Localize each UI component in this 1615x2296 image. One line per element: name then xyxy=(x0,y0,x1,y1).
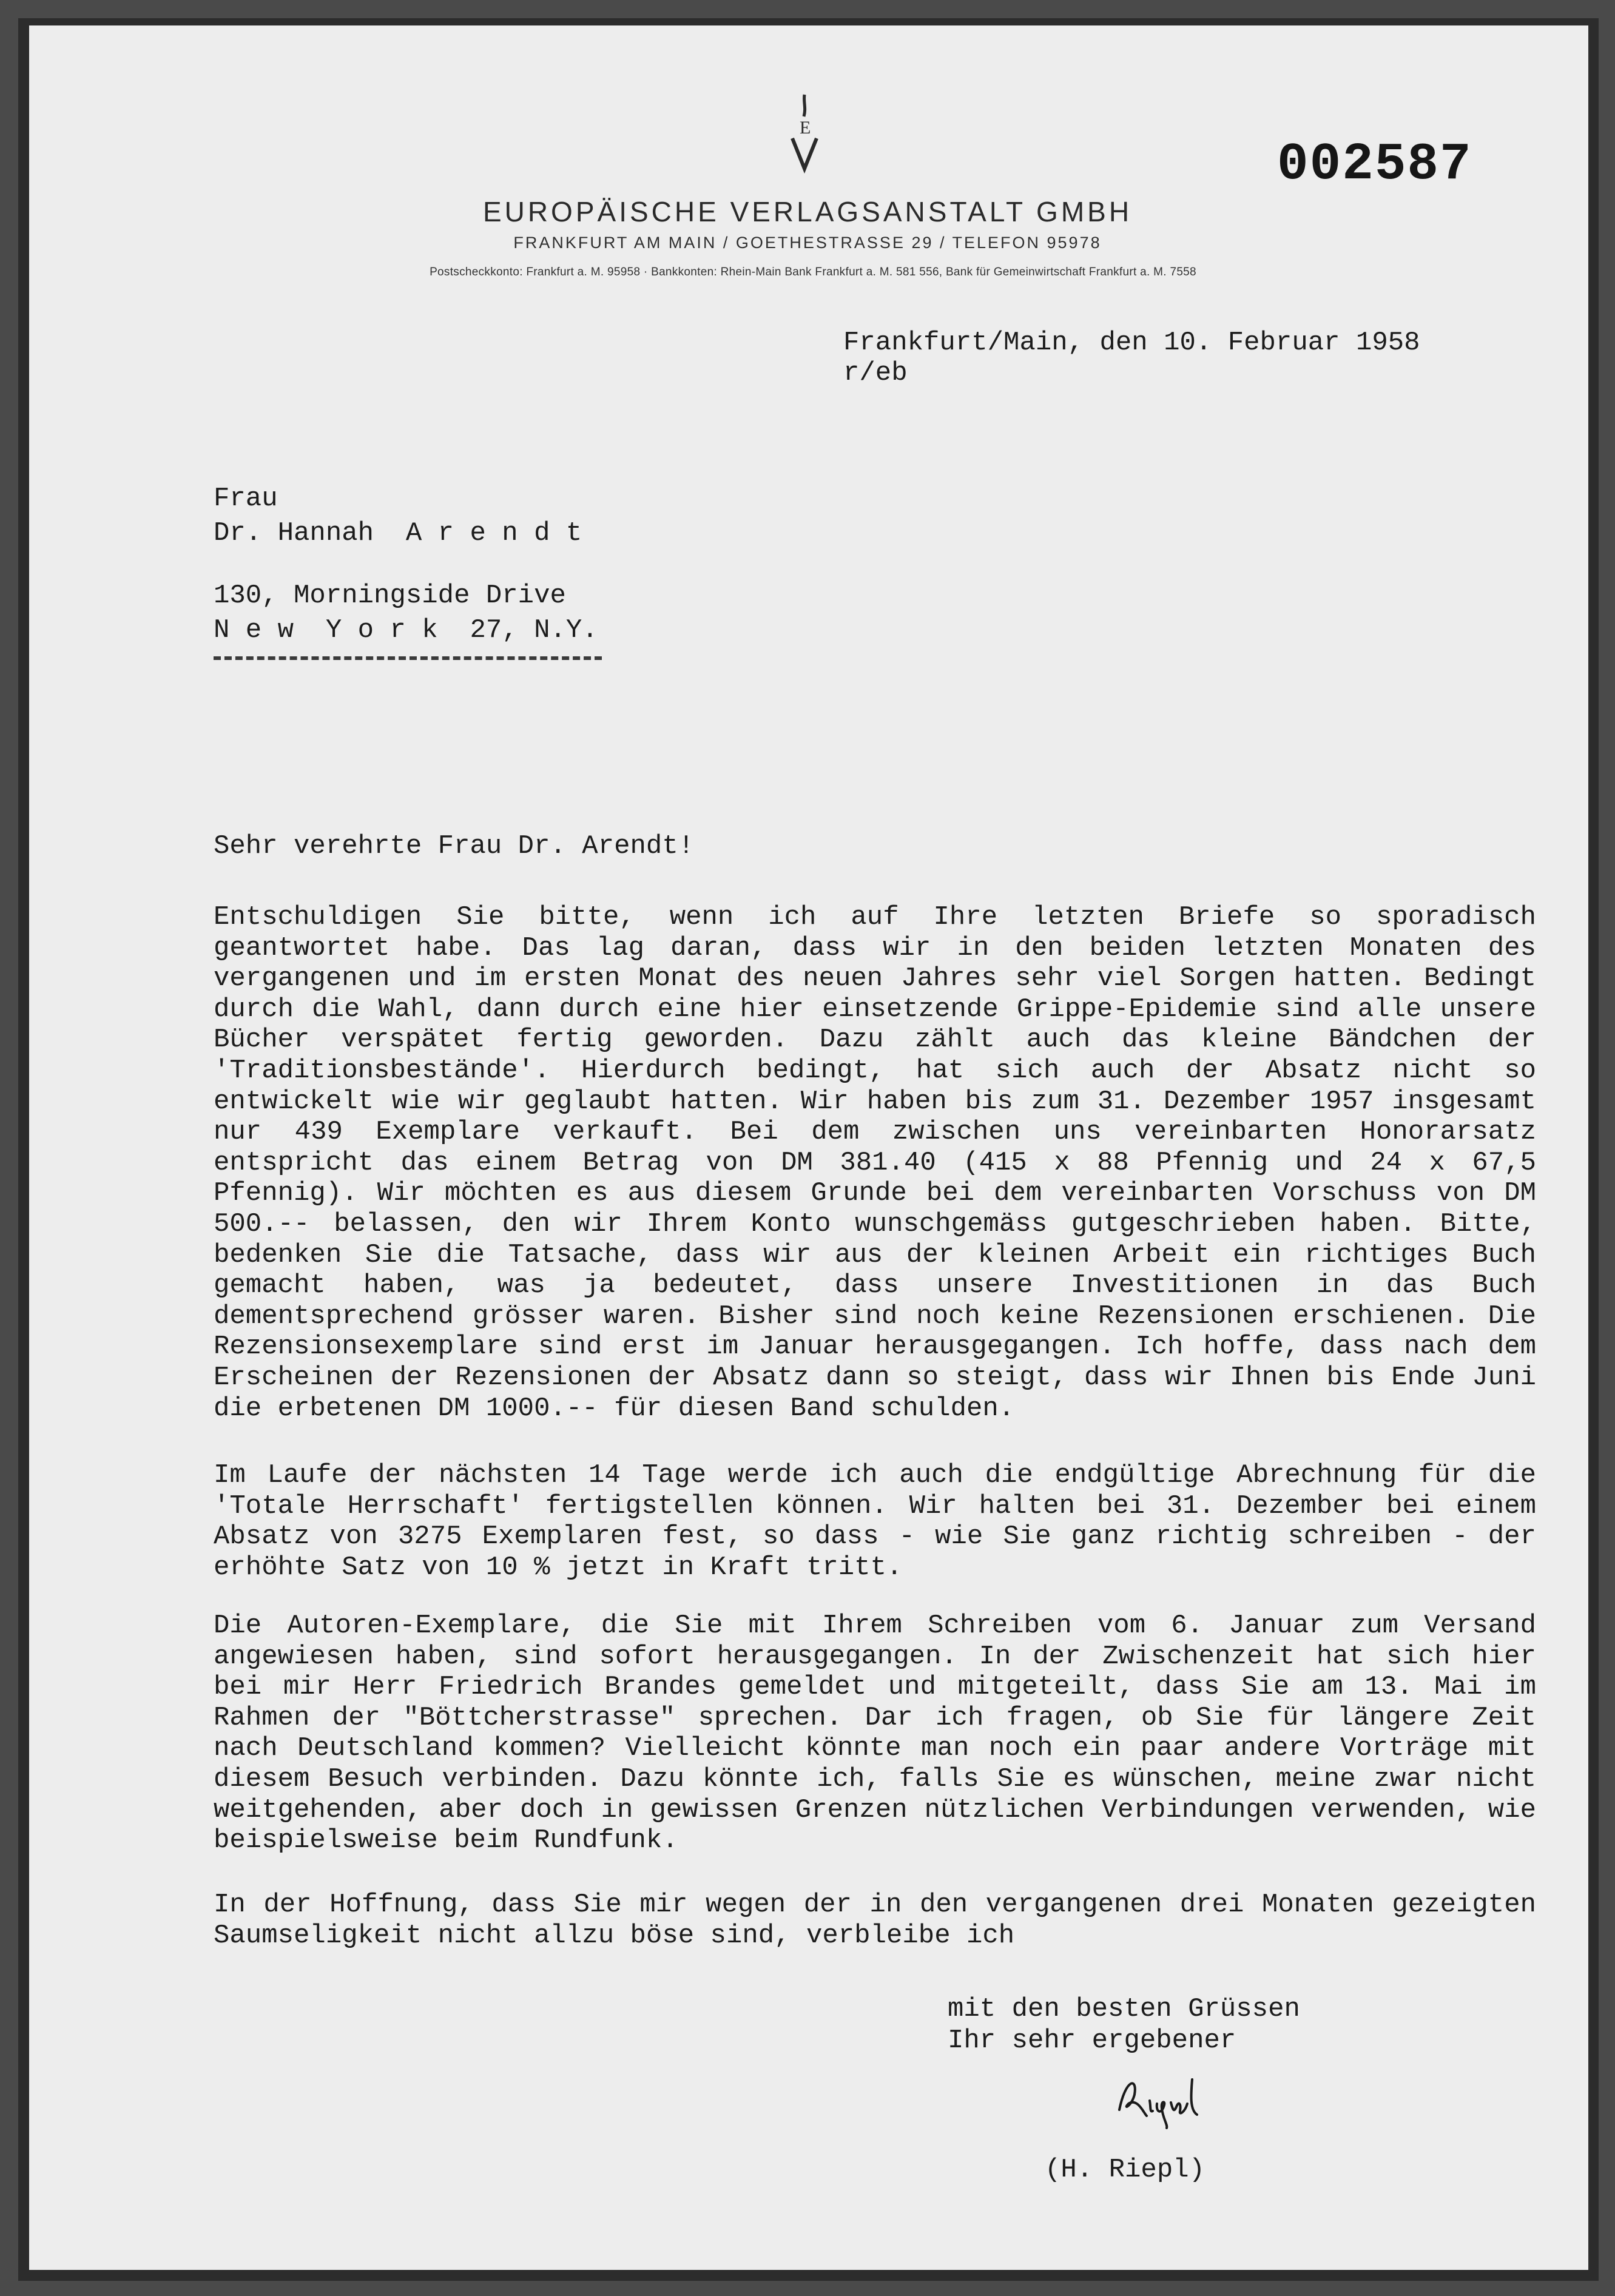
svg-text:E: E xyxy=(800,118,811,138)
salutation: Sehr verehrte Frau Dr. Arendt! xyxy=(214,831,695,861)
recipient-line-3: 130, Morningside Drive xyxy=(214,581,566,611)
reference-code: r/eb xyxy=(843,358,908,388)
handwritten-signature xyxy=(1113,2067,1235,2134)
letterhead-bank-info: Postscheckkonto: Frankfurt a. M. 95958 · Bankkonten: Rhein-Main Bank Frankfurt a. M. 581 556, Bank für Gemeinwirtschaft Frankfurt a. M. 7558 xyxy=(430,266,1196,278)
letterhead-address: FRANKFURT AM MAIN / GOETHESTRASSE 29 / TELEFON 95978 xyxy=(513,234,1102,252)
signatory-name: (H. Riepl) xyxy=(1045,2155,1205,2185)
body-paragraph-1: Entschuldigen Sie bitte, wenn ich auf Ihre letzten Briefe so sporadisch geantwortet habe. Das lag daran, dass wir in den beiden letzten Monaten des vergangenen und im ersten Monat des neuen Jahres sehr viel Sorgen hatten. Bedingt durch die Wahl, dann durch eine hier einsetzende Grippe-Epidemie sind alle unsere Bücher verspätet fertig geworden. Dazu zählt auch das kleine Bändchen der 'Traditionsbestände'. Hierdurch bedingt, hat sich auch der Absatz nicht so entwickelt wie wir geglaubt hatten. Wir haben bis zum 31. Dezember 1957 insgesamt nur 439 Exemplare verkauft. Bei dem zwischen uns vereinbarten Honorarsatz entspricht das einem Betrag von DM 381.40 (415 x 88 Pfennig und 24 x 67,5 Pfennig). Wir möchten es aus diesem Grunde bei dem vereinbarten Vorschuss von DM 500.-- belassen, den wir Ihrem Konto wunschgemäss gutgeschrieben haben. Bitte, bedenken Sie die Tatsache, dass wir aus der kleinen Arbeit ein richtiges Buch gemacht haben, was ja bedeutet, dass unsere Investitionen in das Buch dementsprechend grösser waren. Bisher sind noch keine Rezensionen erschienen. Die Rezensionsexemplare sind erst im Januar herausgegangen. Ich hoffe, dass nach dem Erscheinen der Rezensionen der Absatz dann so steigt, dass wir Ihnen bis Ende Juni die erbetenen DM 1000.-- für diesen Band schulden. xyxy=(214,902,1536,1424)
body-paragraph-3: Die Autoren-Exemplare, die Sie mit Ihrem Schreiben vom 6. Januar zum Versand angewiesen haben, sind sofort herausgegangen. In der Zwischenzeit hat sich hier bei mir Herr Friedrich Brandes gemeldet und mitgeteilt, dass Sie am 13. Mai im Rahmen der "Böttcherstrasse" sprechen. Dar ich fragen, ob Sie für längere Zeit nach Deutschland kommen? Vielleicht könnte man noch ein paar andere Vorträge mit diesem Besuch verbinden. Dazu könnte ich, falls Sie es wünschen, meine zwar nicht weitgehenden, aber doch in gewissen Grenzen nützlichen Verbindungen verwenden, wie beispielsweise beim Rundfunk. xyxy=(214,1611,1536,1856)
body-paragraph-4: In der Hoffnung, dass Sie mir wegen der in den vergangenen drei Monaten gezeigten Saumseligkeit nicht allzu böse sind, verbleibe ich xyxy=(214,1890,1536,1951)
recipient-line-2: Dr. Hannah A r e n d t xyxy=(214,518,582,548)
closing-line-2: Ihr sehr ergebener xyxy=(948,2025,1236,2056)
address-underline xyxy=(214,656,602,660)
document-number: 002587 xyxy=(1277,135,1472,194)
letterhead-company: EUROPÄISCHE VERLAGSANSTALT GMBH xyxy=(482,196,1133,227)
place-date: Frankfurt/Main, den 10. Februar 1958 xyxy=(843,328,1420,358)
recipient-line-1: Frau xyxy=(214,483,278,514)
recipient-line-4: N e w Y o r k 27, N.Y. xyxy=(214,615,598,645)
publisher-logo-icon xyxy=(786,90,823,175)
body-paragraph-2: Im Laufe der nächsten 14 Tage werde ich auch die endgültige Abrechnung für die 'Totale Herrschaft' fertigstellen können. Wir halten bei 31. Dezember bei einem Absatz von 3275 Exemplaren fest, so dass - wie Sie ganz richtig schreiben - der erhöhte Satz von 10 % jetzt in Kraft tritt. xyxy=(214,1460,1536,1583)
closing-line-1: mit den besten Grüssen xyxy=(948,1994,1300,2024)
